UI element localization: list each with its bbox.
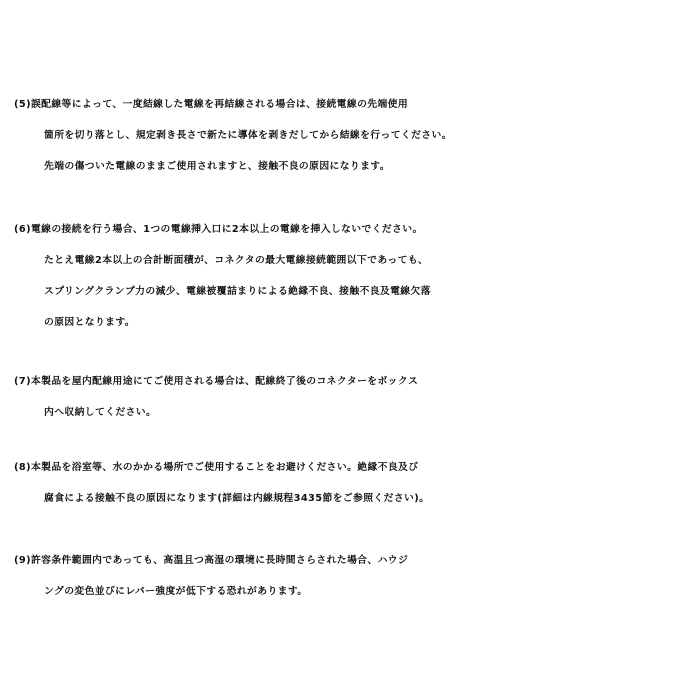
note-line: (9)許容条件範囲内であっても、高温且つ高湿の環境に長時間さらされた場合、ハウジ [14, 555, 409, 566]
note-line: (5)誤配線等によって、一度結線した電線を再結線される場合は、接続電線の先端使用 [14, 99, 409, 110]
note-line: (6)電線の接続を行う場合、1つの電線挿入口に2本以上の電線を挿入しないでください。 [14, 224, 423, 235]
note-line: 腐食による接触不良の原因になります(詳細は内線規程3435節をご参照ください)。 [44, 493, 430, 504]
note-line: スプリングクランプ力の減少、電線被覆詰まりによる絶縁不良、接触不良及電線欠落 [44, 286, 431, 297]
note-line: (8)本製品を浴室等、水のかかる場所でご使用することをお避けください。絶縁不良及び [14, 462, 419, 473]
note-line: たとえ電線2本以上の合計断面積が、コネクタの最大電線接続範囲以下であっても、 [44, 255, 429, 266]
note-5 [14, 89, 694, 182]
note-line: 箇所を切り落とし、規定剥き長さで新たに導体を剥きだしてから結線を行ってください。 [44, 130, 452, 141]
note-7 [14, 366, 694, 428]
note-8 [14, 452, 694, 514]
note-9 [14, 545, 694, 607]
note-line: ングの変色並びにレバー強度が低下する恐れがあります。 [44, 586, 308, 597]
note-6 [14, 214, 694, 338]
note-line: 先端の傷ついた電線のままご使用されますと、接触不良の原因になります。 [44, 161, 390, 172]
note-line: 内へ収納してください。 [44, 407, 157, 418]
note-line: の原因となります。 [44, 317, 135, 328]
note-line: (7)本製品を屋内配線用途にてご使用される場合は、配線終了後のコネクターをボックス [14, 376, 419, 387]
